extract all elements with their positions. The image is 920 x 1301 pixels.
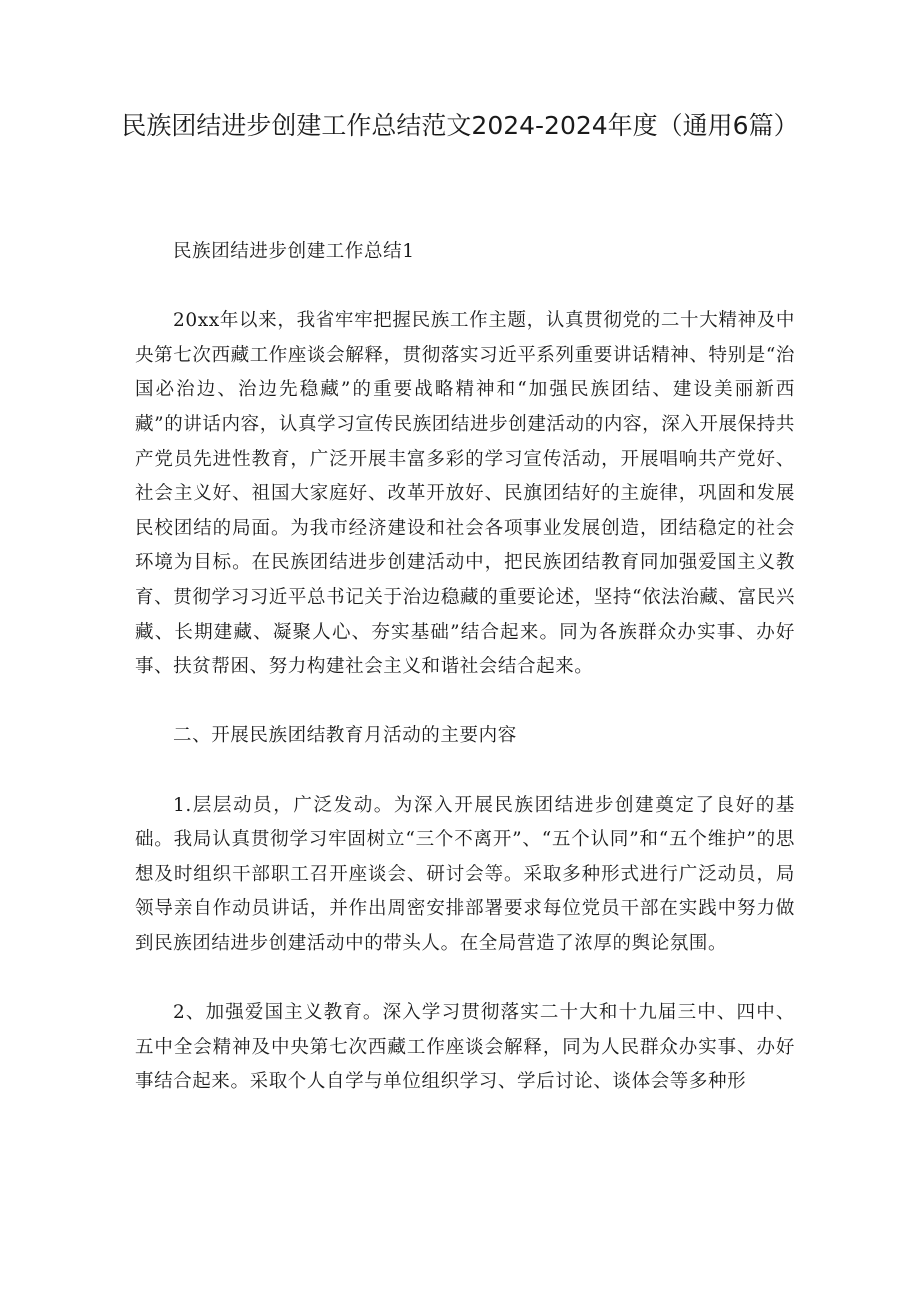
paragraph: 20xx年以来，我省牢牢把握民族工作主题，认真贯彻党的二十大精神及中央第七次西藏工作座谈会解释，贯彻落实习近平系列重要讲话精神、特别是“治国必治边、治边先稳藏”的重要战略精神和“加强民族团结、建设美丽新西藏”的讲话内容，认真学习宣传民族团结进步创建活动的内容，深入开展保持共产党员先进性教育，广泛开展丰富多彩的学习宣传活动，开展唱响共产党好、社会主义好、祖国大家庭好、改革开放好、民旗团结好的主旋律，巩固和发展民校团结的局面。为我市经济建设和社会各项事业发展创造，团结稳定的社会环境为目标。在民族团结进步创建活动中，把民族团结教育同加强爱国主义教育、贯彻学习习近平总书记关于治边稳藏的重要论述，坚持“依法治藏、富民兴藏、长期建藏、凝聚人心、夯实基础”结合起来。同为各族群众办实事、办好事、扶贫帮困、努力构建社会主义和谐社会结合起来。	[135, 310, 795, 678]
document-body	[135, 235, 795, 1100]
document-title: 民族团结进步创建工作总结范文2024-2024年度（通用6篇）	[121, 111, 799, 140]
paragraph: 2、加强爱国主义教育。深入学习贯彻落实二十大和十九届三中、四中、五中全会精神及中央第七次西藏工作座谈会解释，同为人民群众办实事、办好事结合起来。采取个人自学与单位组织学习、学后讨论、谈体会等多种形	[135, 1002, 795, 1093]
section-heading: 民族团结进步创建工作总结1	[173, 241, 415, 262]
paragraph: 1.层层动员，广泛发动。为深入开展民族团结进步创建奠定了良好的基础。我局认真贯彻学习牢固树立“三个不离开”、“五个认同”和“五个维护”的思想及时组织干部职工召开座谈会、研讨会等。采取多种形式进行广泛动员，局领导亲自作动员讲话，并作出周密安排部署要求每位党员干部在实践中努力做到民族团结进步创建活动中的带头人。在全局营造了浓厚的舆论氛围。	[135, 794, 795, 954]
paragraph-gap	[135, 754, 795, 789]
section-heading: 二、开展民族团结教育月活动的主要内容	[173, 725, 517, 747]
paragraph-gap	[135, 685, 795, 720]
paragraph-gap	[135, 961, 795, 996]
paragraph-gap	[135, 270, 795, 305]
